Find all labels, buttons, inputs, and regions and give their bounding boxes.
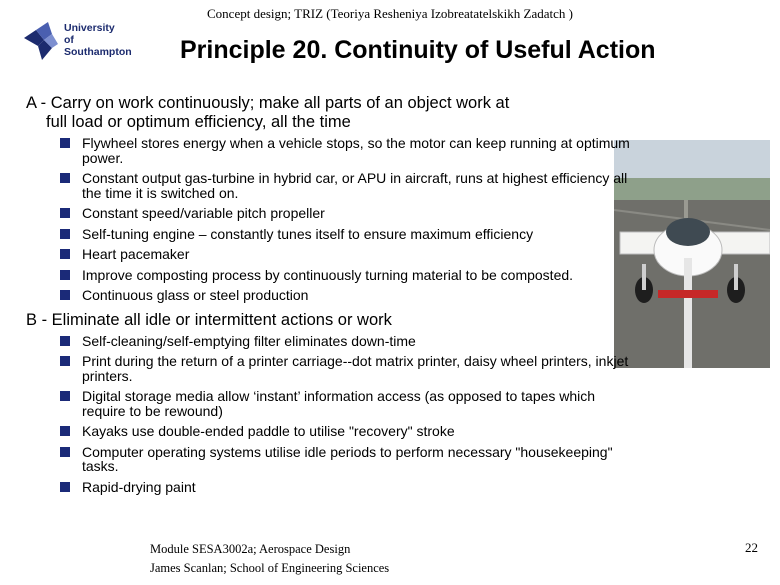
slide-content <box>26 94 636 500</box>
logo-emblem-icon <box>22 18 62 68</box>
list-item: Kayaks use double-ended paddle to utilise "recovery" stroke <box>60 424 636 439</box>
aircraft-photo <box>614 140 770 368</box>
slide-footer <box>150 540 389 578</box>
list-item: Self-cleaning/self-emptying filter eliminates down-time <box>60 334 636 349</box>
section-a-heading <box>26 94 636 132</box>
list-item: Constant speed/variable pitch propeller <box>60 206 636 221</box>
list-item: Flywheel stores energy when a vehicle stops, so the motor can keep running at optimum power. <box>60 136 636 165</box>
slide-header: Concept design; TRIZ (Teoriya Resheniya Izobreatatelskikh Zadatch ) <box>207 6 573 21</box>
logo-text <box>64 22 142 58</box>
list-item: Computer operating systems utilise idle periods to perform necessary "housekeeping" tasks. <box>60 445 636 474</box>
logo-line2: of Southampton <box>64 34 132 58</box>
logo-line1: University <box>64 22 115 34</box>
section-a-heading-line2: full load or optimum efficiency, all the time <box>46 113 351 131</box>
footer-author: James Scanlan; School of Engineering Sciences <box>150 561 390 575</box>
university-logo <box>22 18 142 68</box>
list-item: Continuous glass or steel production <box>60 288 636 303</box>
section-b-heading: B - Eliminate all idle or intermittent actions or work <box>26 310 392 329</box>
section-a-list <box>26 136 636 303</box>
list-item: Rapid-drying paint <box>60 480 636 495</box>
page-title: Principle 20. Continuity of Useful Action <box>180 36 656 64</box>
list-item: Print during the return of a printer carriage--dot matrix printer, daisy wheel printers, inkjet printers. <box>60 354 636 383</box>
list-item: Constant output gas-turbine in hybrid car, or APU in aircraft, runs at highest efficiency all the time it is switched on. <box>60 171 636 200</box>
page-number: 22 <box>745 540 758 555</box>
list-item: Digital storage media allow ‘instant’ information access (as opposed to tapes which require to be rewound) <box>60 389 636 418</box>
list-item: Self-tuning engine – constantly tunes itself to ensure maximum efficiency <box>60 227 636 242</box>
list-item: Improve composting process by continuously turning material to be composted. <box>60 268 636 283</box>
footer-module: Module SESA3002a; Aerospace Design <box>150 542 351 556</box>
section-a-heading-line1: A - Carry on work continuously; make all parts of an object work at <box>26 94 510 112</box>
list-item: Heart pacemaker <box>60 247 636 262</box>
section-b-list <box>26 334 636 495</box>
